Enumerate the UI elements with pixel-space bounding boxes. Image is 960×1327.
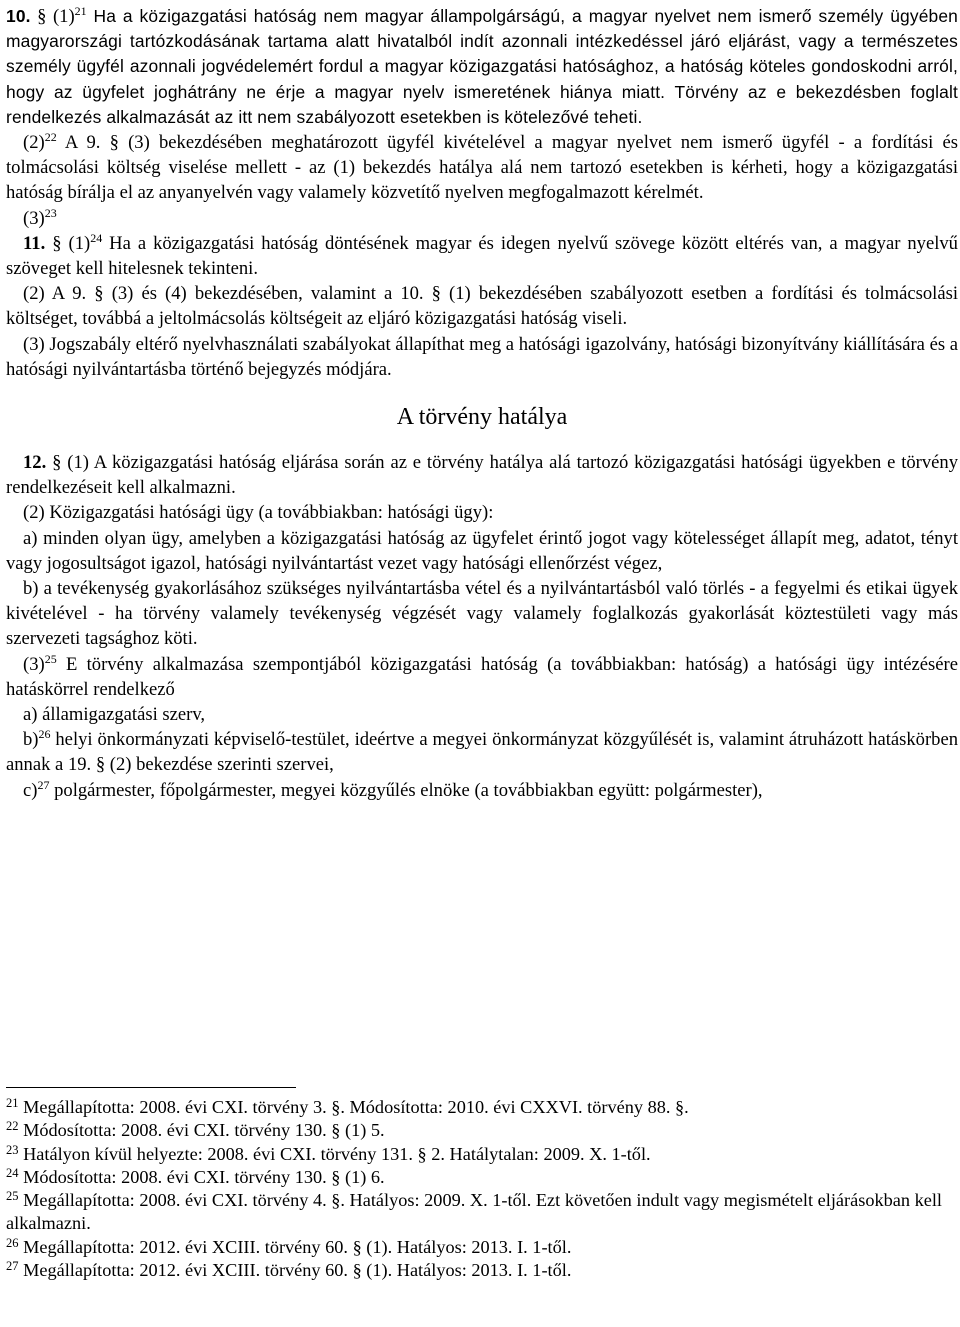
section-12-paragraph-1 bbox=[6, 450, 958, 500]
footnote-text: Megállapította: 2008. évi CXI. törvény 3. §. Módosította: 2010. évi CXXVI. törvény 88. §. bbox=[18, 1097, 689, 1117]
footnote-ref[interactable]: 25 bbox=[44, 651, 57, 666]
footnote-number: 25 bbox=[6, 1189, 19, 1204]
paragraph-text: (2) Közigazgatási hatósági ügy (a továbbiakban: hatósági ügy): bbox=[23, 502, 494, 524]
footnote-item bbox=[6, 1166, 958, 1189]
footnote-text: Megállapította: 2008. évi CXI. törvény 4. §. Hatályos: 2009. X. 1-től. Ezt követően indult vagy megismételt eljárásokban kell alkalmazni. bbox=[6, 1190, 943, 1234]
section-12-point-b bbox=[6, 576, 958, 652]
point-label: b) bbox=[23, 729, 39, 751]
point-label: c) bbox=[23, 779, 38, 801]
paragraph-label: (2) bbox=[23, 132, 45, 154]
footnote-number: 23 bbox=[6, 1142, 19, 1157]
section-number: 12. bbox=[23, 452, 47, 474]
paragraph-text: § (1) A közigazgatási hatóság eljárása során az e törvény hatálya alá tartozó közigazgatási hatósági ügyekben e törvény rendelkezéseit kell alkalmazni. bbox=[6, 452, 958, 499]
footnote-number: 22 bbox=[6, 1119, 19, 1134]
point-text: helyi önkormányzati képviselő-testület, ideértve a megyei önkormányzat közgyűlését is, valamint átruházott hatáskörben annak a 19. § (2) bekezdése szerinti szervei, bbox=[6, 729, 958, 776]
footnote-text: Hatályon kívül helyezte: 2008. évi CXI. törvény 131. § 2. Hatálytalan: 2009. X. 1-től. bbox=[18, 1143, 651, 1164]
footnote-ref[interactable]: 26 bbox=[38, 727, 51, 742]
footnote-item bbox=[6, 1189, 958, 1236]
footnote-number: 27 bbox=[6, 1259, 19, 1274]
footnote-divider bbox=[6, 1087, 296, 1088]
point-text: a) minden olyan ügy, amelyben a közigazgatási hatóság az ügyfelet érintő jogot vagy kötelességet állapít meg, adatot, tényt vagy jogosultságot igazol, hatósági nyilvántartást vezet vagy hatósági ellenőrzést végez, bbox=[6, 527, 958, 574]
section-11-paragraph-2 bbox=[6, 281, 958, 331]
paragraph-label: (3) bbox=[23, 653, 45, 675]
footnote-text: Megállapította: 2012. évi XCIII. törvény 60. § (1). Hatályos: 2013. I. 1-től. bbox=[18, 1236, 572, 1257]
paragraph-marker: § (1) bbox=[52, 232, 91, 254]
section-heading: A törvény hatálya bbox=[396, 404, 568, 431]
section-12-item-b bbox=[6, 727, 958, 777]
footnote-ref[interactable]: 21 bbox=[74, 4, 87, 18]
paragraph-label: (3) bbox=[23, 207, 45, 229]
section-12-point-a bbox=[6, 526, 958, 576]
section-12-paragraph-3 bbox=[6, 652, 958, 702]
footnote-item bbox=[6, 1119, 958, 1142]
paragraph-text: Ha a közigazgatási hatóság döntésének magyar és idegen nyelvű szövege között eltérés van, a magyar nyelvű szöveget kell hitelesnek tekinteni. bbox=[6, 232, 958, 280]
footnote-number: 24 bbox=[6, 1165, 19, 1180]
point-text: a) államigazgatási szerv, bbox=[23, 704, 206, 726]
footnote-item bbox=[6, 1259, 958, 1282]
footnote-item bbox=[6, 1143, 958, 1166]
footnotes bbox=[6, 1087, 958, 1282]
footnote-ref[interactable]: 22 bbox=[44, 130, 57, 145]
section-10-paragraph-1 bbox=[6, 4, 958, 130]
footnote-number: 21 bbox=[6, 1096, 19, 1110]
paragraph-text: A 9. § (3) bekezdésében meghatározott ügyfél kivételével a magyar nyelvet nem ismerő ügyfél - a fordítási és tolmácsolási költség viselése mellett - az (1) bekezdés hatálya alá nem tartozó esetekben is kérheti, hogy a közigazgatási hatóság bírálja el az anyanyelvén vagy valamely közvetítő nyelven megfogalmazott kérelmét. bbox=[6, 132, 958, 204]
section-number: 11. bbox=[23, 232, 46, 254]
section-11-paragraph-3 bbox=[6, 332, 958, 382]
footnote-item bbox=[6, 1096, 958, 1119]
footnote-item bbox=[6, 1236, 958, 1259]
point-text: b) a tevékenység gyakorlásához szükséges nyilvántartásba vétel és a nyilvántartásból való törlés - a fegyelmi és etikai ügyek kivételével - ha törvény valamely tevékenység végzését vagy valamely foglalkozás gyakorlását köztestületi vagy más szervezeti tagsághoz köti. bbox=[6, 578, 958, 650]
paragraph-text: (2) A 9. § (3) és (4) bekezdésében, valamint a 10. § (1) bekezdésében szabályozott esetben a fordítási és tolmácsolási költséget, továbbá a jeltolmácsolás költségeit az eljáró közigazgatási hatóság viseli. bbox=[6, 283, 958, 330]
section-12-item-c bbox=[6, 778, 958, 803]
document-page bbox=[6, 4, 958, 803]
section-10-paragraph-3 bbox=[6, 206, 958, 231]
footnote-text: Módosította: 2008. évi CXI. törvény 130. § (1) 5. bbox=[18, 1120, 385, 1141]
section-11-paragraph-1 bbox=[6, 231, 958, 281]
footnote-ref[interactable]: 23 bbox=[44, 205, 57, 220]
paragraph-text: E törvény alkalmazása szempontjából közigazgatási hatóság (a továbbiakban: hatóság) a hatósági ügy intézésére hatáskörrel rendelkező bbox=[6, 653, 958, 700]
paragraph-text: Ha a közigazgatási hatóság nem magyar állampolgárságú, a magyar nyelvet nem ismerő személy ügyében magyarországi tartózkodásának tartama alatt hivatalból indít azonnali intézkedéssel járó eljárást, vagy a természetes személy ügyfél azonnali jogvédelemért fordul a magyar közigazgatási hatósághoz, a hatóság köteles gondoskodni arról, hogy az ügyfelet joghátrány ne érje a magyar nyelv ismeretének hiánya miatt. Törvény az e bekezdésben foglalt rendelkezés alkalmazását az itt nem szabályozott esetekben is kötelezővé teheti. bbox=[6, 6, 958, 127]
footnote-text: Megállapította: 2012. évi XCIII. törvény 60. § (1). Hatályos: 2013. I. 1-től. bbox=[18, 1260, 572, 1281]
paragraph-text: (3) Jogszabály eltérő nyelvhasználati szabályokat állapíthat meg a hatósági igazolvány, hatósági bizonyítvány kiállítására és a hatósági nyilvántartásba történő bejegyzés módjára. bbox=[6, 333, 958, 380]
paragraph-marker: § (1) bbox=[37, 6, 75, 27]
footnote-text: Módosította: 2008. évi CXI. törvény 130. § (1) 6. bbox=[18, 1166, 385, 1187]
section-12-item-a bbox=[6, 702, 958, 727]
section-number: 10. bbox=[6, 6, 31, 26]
section-12-paragraph-2 bbox=[6, 500, 958, 525]
footnote-number: 26 bbox=[6, 1235, 19, 1250]
point-text: polgármester, főpolgármester, megyei közgyűlés elnöke (a továbbiakban együtt: polgármester), bbox=[49, 779, 763, 801]
section-10-paragraph-2 bbox=[6, 130, 958, 206]
footnote-ref[interactable]: 24 bbox=[90, 230, 103, 245]
footnote-ref[interactable]: 27 bbox=[37, 777, 50, 792]
